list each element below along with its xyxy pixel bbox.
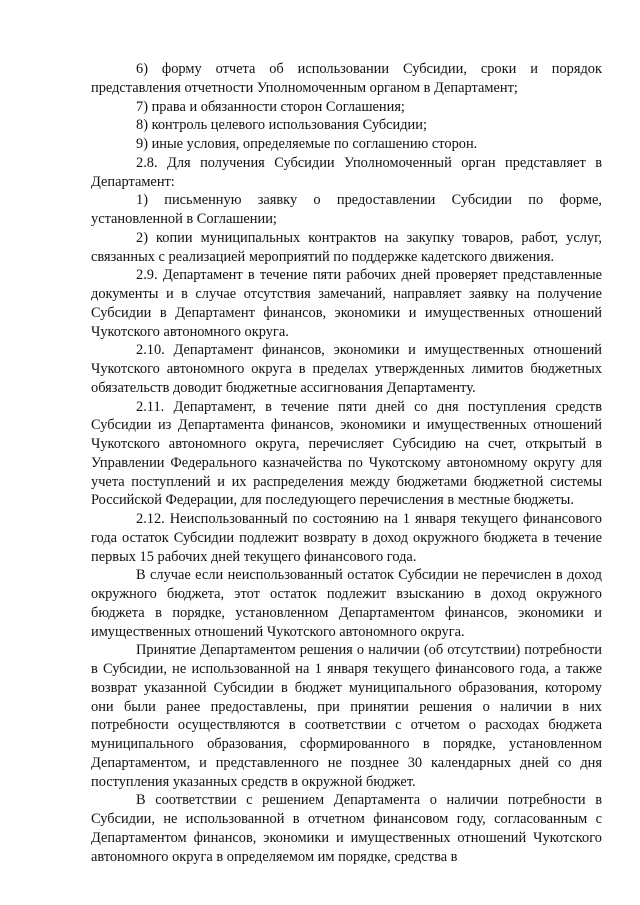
paragraph-written-application: 1) письменную заявку о предоставлении Субсидии по форме, установленной в Соглашении; xyxy=(91,192,602,227)
document-page xyxy=(91,60,602,866)
paragraph-need-decision: Принятие Департаментом решения о наличии (об отсутствии) потребности в Субсидии, не использованной на 1 января текущего финансового года, а также возврат указанной Субсидии в бюджет муниципального образования, которому они были ранее предоставлены, при принятии решения о наличии в них потребности осуществляются в соответствии с отчетом о расходах бюджета муниципального образования, сформированного в порядке, установленном Департаментом, и представленного не позднее 30 календарных дней со дня поступления указанных средств в окружной бюджет. xyxy=(91,642,602,790)
paragraph-rights-obligations: 7) права и обязанности сторон Соглашения; xyxy=(136,98,405,115)
paragraph-2-9: 2.9. Департамент в течение пяти рабочих дней проверяет представленные документы и в случае отсутствия замечаний, направляет заявку на получение Субсидии в Департамент финансов, экономики и имущественных отношений Чукотского автономного округа. xyxy=(91,267,602,340)
paragraph-contract-copies: 2) копии муниципальных контрактов на закупку товаров, работ, услуг, связанных с реализацией мероприятий по поддержке кадетского движения. xyxy=(91,229,602,265)
paragraph-other-conditions: 9) иные условия, определяемые по соглашению сторон. xyxy=(136,136,478,152)
paragraph-2-11: 2.11. Департамент, в течение пяти дней со дня поступления средств Субсидии из Департамента финансов, экономики и имущественных отношений Чукотского автономного округа, перечисляет Субсидию на счет, открытый в Управлении Федерального казначейства по Чукотскому автономному округу для учета поступлений и их распределения между бюджетами бюджетной системы Российской Федерации, для последующего перечисления в местные бюджеты. xyxy=(91,398,602,509)
paragraph-2-10: 2.10. Департамент финансов, экономики и имущественных отношений Чукотского автономного округа в пределах утвержденных лимитов бюджетных обязательств доводит бюджетные ассигнования Департаменту. xyxy=(91,342,602,396)
paragraph-2-12: 2.12. Неиспользованный по состоянию на 1 января текущего финансового года остаток Субсидии подлежит возврату в доход окружного бюджета в течение первых 15 рабочих дней текущего финансового года. xyxy=(91,511,602,565)
paragraph-unused-balance: В случае если неиспользованный остаток Субсидии не перечислен в доход окружного бюджета, этот остаток подлежит взысканию в доход окружного бюджета в порядке, установленном Департаментом финансов, экономики и имущественных отношений Чукотского автономного округа. xyxy=(91,567,602,640)
paragraph-funds-return: В соответствии с решением Департамента о наличии потребности в Субсидии, не использованной в отчетном финансовом году, согласованным с Департаментом финансов, экономики и имущественных отношений Чукотского автономного округа в определяемом им порядке, средства в xyxy=(91,792,602,865)
paragraph-2-8: 2.8. Для получения Субсидии Уполномоченный орган представляет в Департамент: xyxy=(91,154,602,190)
paragraph-report-form: 6) форму отчета об использовании Субсидии, сроки и порядок представления отчетности Уполномоченным органом в Департамент; xyxy=(91,61,602,96)
paragraph-target-control: 8) контроль целевого использования Субсидии; xyxy=(136,117,427,134)
